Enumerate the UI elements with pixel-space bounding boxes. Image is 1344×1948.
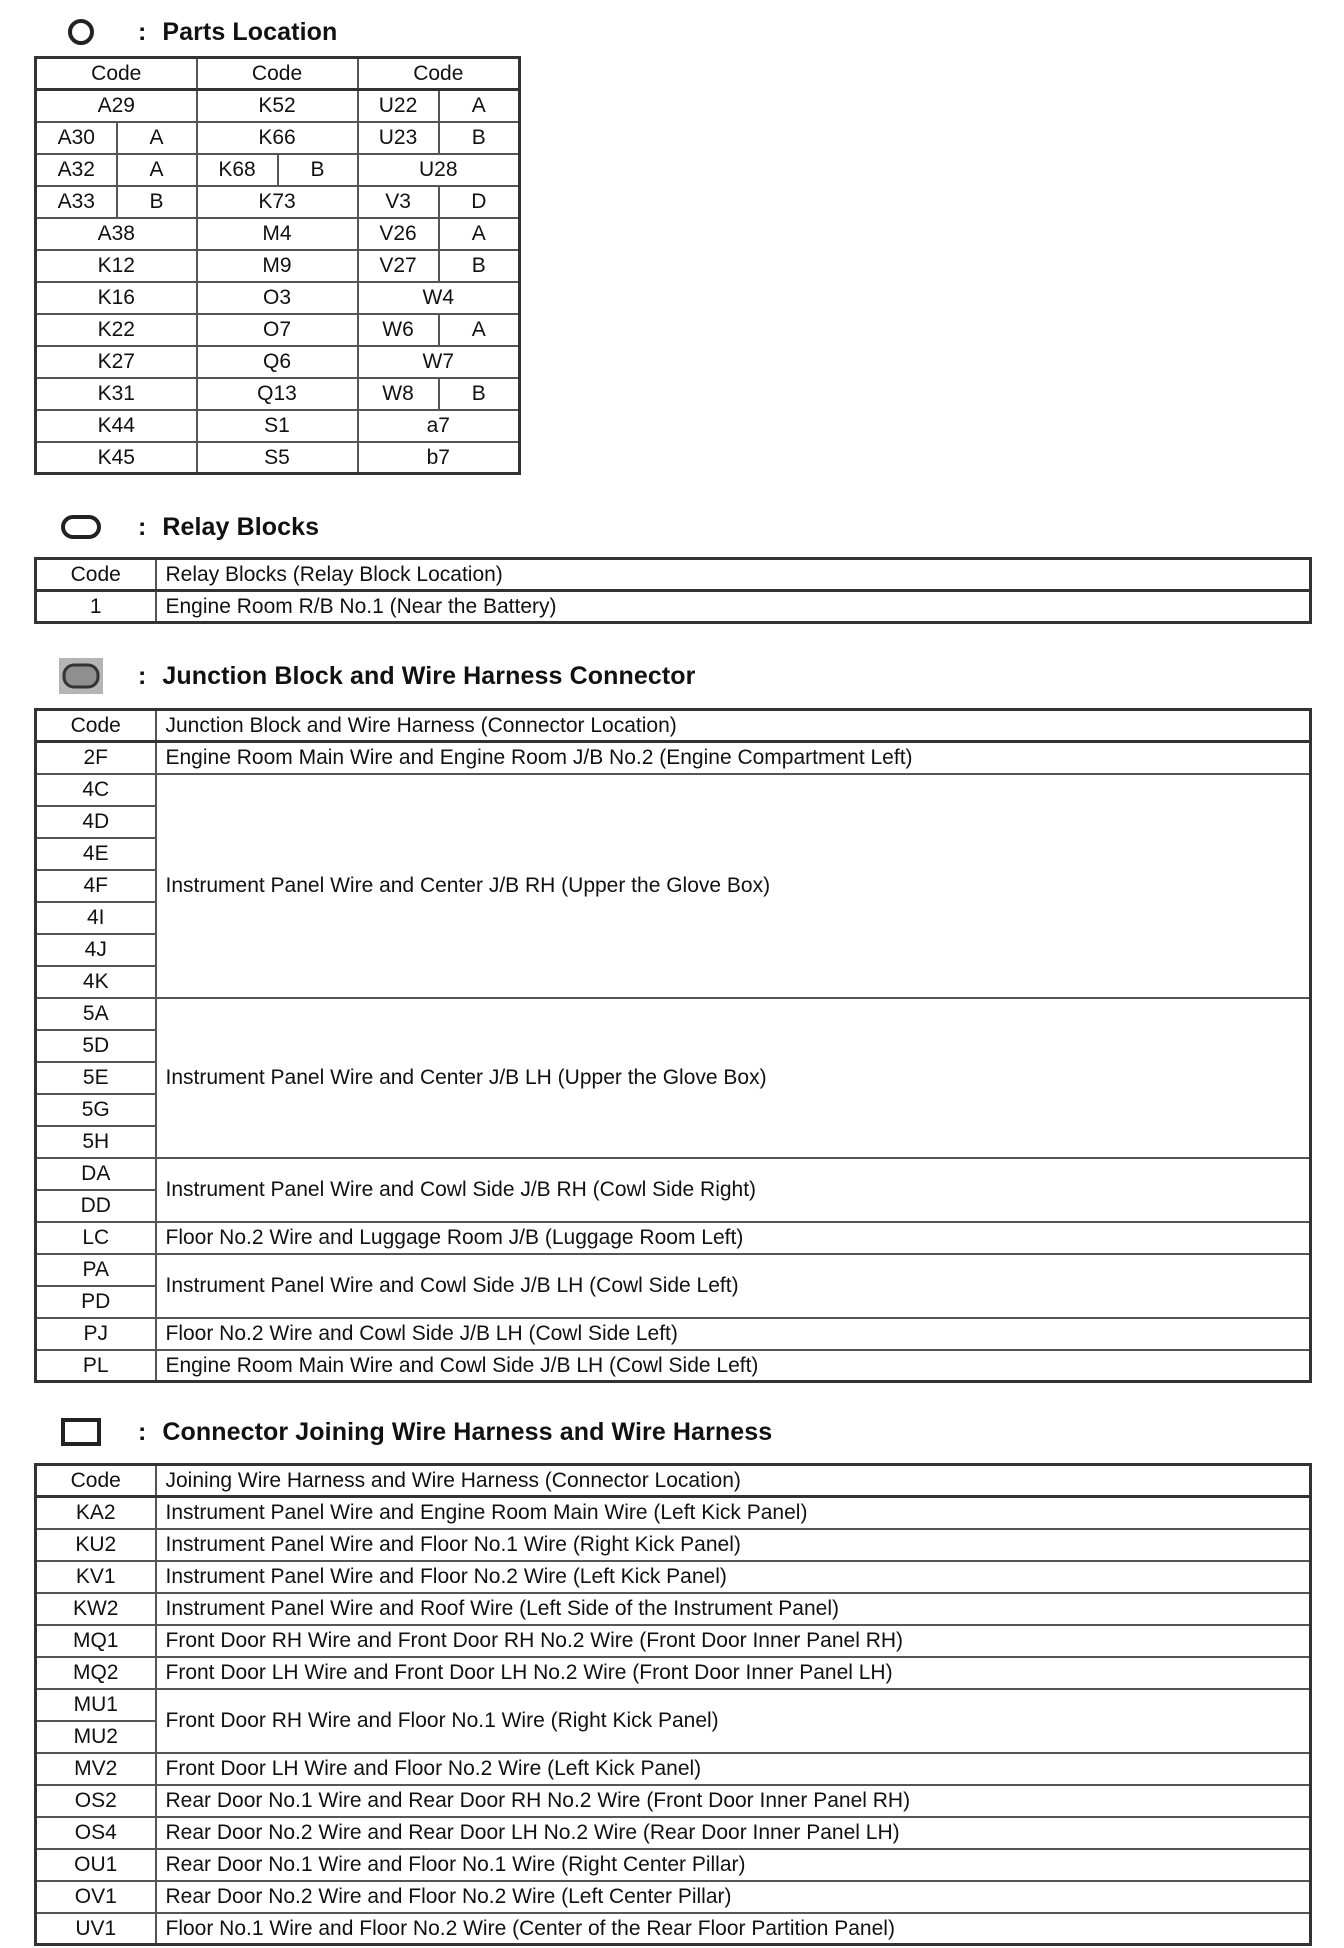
table-row — [36, 378, 520, 410]
table-row — [36, 1350, 1311, 1382]
shaded-rounded-rect-icon — [58, 658, 104, 694]
connector-code: MV2 — [36, 1753, 156, 1785]
connector-code: 4J — [36, 934, 156, 966]
connector-location: Front Door LH Wire and Floor No.2 Wire (Left Kick Panel) — [156, 1753, 1311, 1785]
connector-code: 1 — [36, 591, 156, 623]
table-row — [36, 122, 520, 154]
connector-joining-heading — [58, 1412, 772, 1452]
part-code: K45 — [36, 442, 197, 474]
connector-code: PL — [36, 1350, 156, 1382]
column-header-code: Code — [36, 559, 156, 591]
relay-blocks-table — [34, 557, 1312, 624]
table-row — [36, 314, 520, 346]
connector-location: Rear Door No.1 Wire and Rear Door RH No.2 Wire (Front Door Inner Panel RH) — [156, 1785, 1311, 1817]
part-code: K73 — [197, 186, 358, 218]
connector-location: Instrument Panel Wire and Roof Wire (Left Side of the Instrument Panel) — [156, 1593, 1311, 1625]
parts-location-heading — [58, 12, 337, 52]
connector-location: Instrument Panel Wire and Engine Room Main Wire (Left Kick Panel) — [156, 1497, 1311, 1529]
part-code: W6 — [358, 314, 439, 346]
connector-code: 4K — [36, 966, 156, 998]
part-code: K27 — [36, 346, 197, 378]
connector-location: Engine Room Main Wire and Engine Room J/B No.2 (Engine Compartment Left) — [156, 742, 1311, 774]
section-title: Connector Joining Wire Harness and Wire Harness — [162, 1417, 773, 1446]
connector-code: UV1 — [36, 1913, 156, 1945]
part-code: S1 — [197, 410, 358, 442]
connector-location: Front Door LH Wire and Front Door LH No.2 Wire (Front Door Inner Panel LH) — [156, 1657, 1311, 1689]
connector-location: Floor No.2 Wire and Cowl Side J/B LH (Cowl Side Left) — [156, 1318, 1311, 1350]
section-title: Relay Blocks — [162, 512, 320, 541]
heading-colon: : — [138, 661, 147, 690]
column-header: Code — [197, 58, 358, 90]
part-code: Q13 — [197, 378, 358, 410]
heading-colon: : — [138, 1417, 147, 1446]
parts-location-table — [34, 56, 521, 475]
table-row — [36, 1593, 1311, 1625]
part-code: K44 — [36, 410, 197, 442]
table-row — [36, 1913, 1311, 1945]
table-header-row — [36, 710, 1311, 742]
part-code: Q6 — [197, 346, 358, 378]
table-row — [36, 1689, 1311, 1721]
table-row — [36, 1222, 1311, 1254]
connector-location: Front Door RH Wire and Floor No.1 Wire (Right Kick Panel) — [156, 1689, 1311, 1753]
connector-code: 5G — [36, 1094, 156, 1126]
part-code: M9 — [197, 250, 358, 282]
connector-code: KA2 — [36, 1497, 156, 1529]
part-code: O3 — [197, 282, 358, 314]
table-header-row — [36, 58, 520, 90]
connector-location: Instrument Panel Wire and Floor No.1 Wire (Right Kick Panel) — [156, 1529, 1311, 1561]
part-code: K52 — [197, 90, 358, 122]
column-header: Code — [36, 58, 197, 90]
table-row — [36, 591, 1311, 623]
part-code: K68 — [197, 154, 278, 186]
connector-location: Instrument Panel Wire and Center J/B RH (Upper the Glove Box) — [156, 774, 1311, 998]
connector-code: 5E — [36, 1062, 156, 1094]
part-code: U23 — [358, 122, 439, 154]
connector-code: 4I — [36, 902, 156, 934]
part-variant: B — [439, 122, 520, 154]
part-code: A38 — [36, 218, 197, 250]
table-row — [36, 186, 520, 218]
part-code: W8 — [358, 378, 439, 410]
table-row — [36, 90, 520, 122]
part-code: V27 — [358, 250, 439, 282]
connector-code: MU1 — [36, 1689, 156, 1721]
table-row — [36, 742, 1311, 774]
table-header-row — [36, 559, 1311, 591]
connector-location: Engine Room Main Wire and Cowl Side J/B LH (Cowl Side Left) — [156, 1350, 1311, 1382]
part-variant: B — [278, 154, 358, 186]
connector-joining-table — [34, 1463, 1312, 1946]
junction-block-heading — [58, 656, 695, 696]
section-title: Junction Block and Wire Harness Connector — [162, 661, 696, 690]
table-row — [36, 1657, 1311, 1689]
column-header-location: Junction Block and Wire Harness (Connector Location) — [156, 710, 1311, 742]
heading-colon: : — [138, 512, 147, 541]
connector-code: PD — [36, 1286, 156, 1318]
connector-code: OS2 — [36, 1785, 156, 1817]
part-variant: A — [439, 90, 520, 122]
part-code: U28 — [358, 154, 520, 186]
connector-code: 4F — [36, 870, 156, 902]
part-code: A30 — [36, 122, 117, 154]
table-row — [36, 1318, 1311, 1350]
part-code: O7 — [197, 314, 358, 346]
column-header-location: Relay Blocks (Relay Block Location) — [156, 559, 1311, 591]
part-code: A32 — [36, 154, 117, 186]
connector-code: OV1 — [36, 1881, 156, 1913]
connector-location: Engine Room R/B No.1 (Near the Battery) — [156, 591, 1311, 623]
table-row — [36, 442, 520, 474]
connector-location: Instrument Panel Wire and Cowl Side J/B LH (Cowl Side Left) — [156, 1254, 1311, 1318]
connector-code: KU2 — [36, 1529, 156, 1561]
part-code: K66 — [197, 122, 358, 154]
connector-location: Instrument Panel Wire and Cowl Side J/B RH (Cowl Side Right) — [156, 1158, 1311, 1222]
table-row — [36, 1254, 1311, 1286]
table-row — [36, 1625, 1311, 1657]
column-header-code: Code — [36, 1465, 156, 1497]
part-variant: A — [117, 122, 197, 154]
table-header-row — [36, 1465, 1311, 1497]
connector-code: MU2 — [36, 1721, 156, 1753]
connector-code: PA — [36, 1254, 156, 1286]
connector-location: Front Door RH Wire and Front Door RH No.2 Wire (Front Door Inner Panel RH) — [156, 1625, 1311, 1657]
connector-location: Rear Door No.2 Wire and Rear Door LH No.2 Wire (Rear Door Inner Panel LH) — [156, 1817, 1311, 1849]
part-code: U22 — [358, 90, 439, 122]
table-row — [36, 250, 520, 282]
part-code: K12 — [36, 250, 197, 282]
connector-code: 5H — [36, 1126, 156, 1158]
connector-code: 5D — [36, 1030, 156, 1062]
connector-code: 4C — [36, 774, 156, 806]
column-header-location: Joining Wire Harness and Wire Harness (Connector Location) — [156, 1465, 1311, 1497]
part-code: K22 — [36, 314, 197, 346]
connector-location: Instrument Panel Wire and Floor No.2 Wire (Left Kick Panel) — [156, 1561, 1311, 1593]
table-row — [36, 1497, 1311, 1529]
table-row — [36, 998, 1311, 1030]
connector-code: 5A — [36, 998, 156, 1030]
connector-code: MQ2 — [36, 1657, 156, 1689]
part-variant: D — [439, 186, 520, 218]
connector-code: 4E — [36, 838, 156, 870]
table-row — [36, 1561, 1311, 1593]
circle-icon — [58, 14, 104, 50]
connector-location: Rear Door No.2 Wire and Floor No.2 Wire (Left Center Pillar) — [156, 1881, 1311, 1913]
table-row — [36, 346, 520, 378]
part-code: b7 — [358, 442, 520, 474]
table-row — [36, 218, 520, 250]
part-variant: A — [117, 154, 197, 186]
table-row — [36, 1817, 1311, 1849]
table-row — [36, 1785, 1311, 1817]
table-row — [36, 1881, 1311, 1913]
table-row — [36, 282, 520, 314]
table-row — [36, 1158, 1311, 1190]
table-row — [36, 154, 520, 186]
rounded-rect-icon — [58, 509, 104, 545]
part-variant: B — [439, 250, 520, 282]
connector-location: Floor No.2 Wire and Luggage Room J/B (Luggage Room Left) — [156, 1222, 1311, 1254]
part-code: K16 — [36, 282, 197, 314]
connector-code: OS4 — [36, 1817, 156, 1849]
part-code: A29 — [36, 90, 197, 122]
relay-blocks-heading — [58, 507, 319, 547]
connector-code: KW2 — [36, 1593, 156, 1625]
part-code: A33 — [36, 186, 117, 218]
section-title: Parts Location — [162, 17, 338, 46]
heading-colon: : — [138, 17, 147, 46]
connector-code: 4D — [36, 806, 156, 838]
part-variant: A — [439, 218, 520, 250]
connector-code: LC — [36, 1222, 156, 1254]
part-variant: A — [439, 314, 520, 346]
part-code: W4 — [358, 282, 520, 314]
connector-code: KV1 — [36, 1561, 156, 1593]
part-code: W7 — [358, 346, 520, 378]
connector-location: Instrument Panel Wire and Center J/B LH (Upper the Glove Box) — [156, 998, 1311, 1158]
table-row — [36, 1849, 1311, 1881]
table-row — [36, 1753, 1311, 1785]
table-row — [36, 410, 520, 442]
part-code: S5 — [197, 442, 358, 474]
connector-code: MQ1 — [36, 1625, 156, 1657]
column-header-code: Code — [36, 710, 156, 742]
connector-code: PJ — [36, 1318, 156, 1350]
connector-location: Floor No.1 Wire and Floor No.2 Wire (Center of the Rear Floor Partition Panel) — [156, 1913, 1311, 1945]
table-row — [36, 774, 1311, 806]
part-code: V26 — [358, 218, 439, 250]
square-icon — [58, 1414, 104, 1450]
part-code: M4 — [197, 218, 358, 250]
connector-code: DA — [36, 1158, 156, 1190]
part-code: a7 — [358, 410, 520, 442]
part-code: K31 — [36, 378, 197, 410]
connector-location: Rear Door No.1 Wire and Floor No.1 Wire (Right Center Pillar) — [156, 1849, 1311, 1881]
part-variant: B — [439, 378, 520, 410]
connector-code: OU1 — [36, 1849, 156, 1881]
connector-code: 2F — [36, 742, 156, 774]
junction-block-table — [34, 708, 1312, 1383]
connector-code: DD — [36, 1190, 156, 1222]
part-variant: B — [117, 186, 197, 218]
table-row — [36, 1529, 1311, 1561]
column-header: Code — [358, 58, 520, 90]
part-code: V3 — [358, 186, 439, 218]
